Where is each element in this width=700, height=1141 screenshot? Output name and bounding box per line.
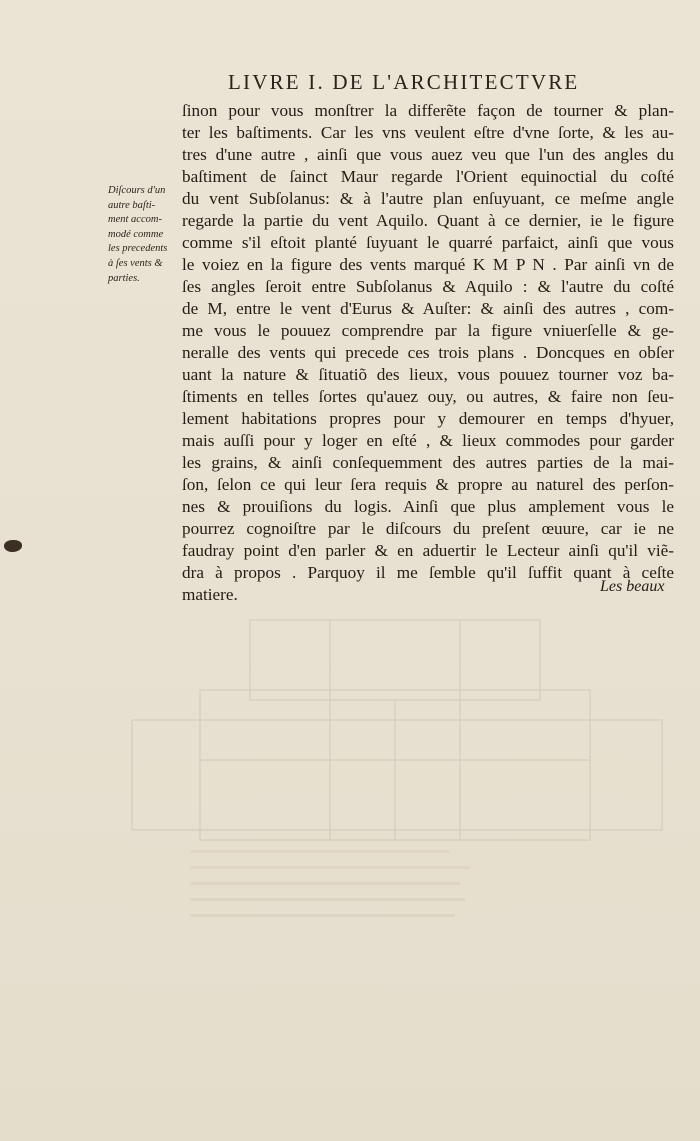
text-line: ſes angles ſeroit entre Subſolanus & Aquilo : & l'autre du coſté: [182, 277, 674, 296]
ink-blot: [4, 540, 22, 552]
text-line: uant la nature & ſituatiõ des lieux, vous pouuez tourner voz ba-: [182, 365, 674, 384]
margin-note-line: à ſes vents &: [108, 257, 163, 269]
text-line: baſtiment de ſainct Maur regarde l'Orient equinoctial du coſté: [182, 167, 674, 186]
margin-note-line: autre baſti-: [108, 199, 156, 211]
text-line: les grains, & ainſi conſequemment des autres parties de la mai-: [182, 453, 674, 472]
text-line: ſinon pour vous monſtrer la differẽte façon de tourner & plan-: [182, 101, 674, 120]
text-line: matiere.: [182, 585, 238, 604]
text-line: mais auſſi pour y loger en eſté , & lieux commodes pour garder: [182, 431, 674, 450]
margin-note-line: Diſcours d'un: [108, 185, 166, 196]
text-line: tres d'une autre , ainſi que vous auez veu que l'un des angles du: [182, 145, 674, 164]
catchword: Les beaux: [600, 578, 665, 595]
text-line: faudray point d'en parler & en aduertir le Lecteur ainſi qu'il viẽ-: [182, 541, 674, 560]
margin-note-line: modé comme: [108, 228, 164, 240]
text-line: de M, entre le vent d'Eurus & Auſter: & ainſi des autres , com-: [182, 299, 674, 318]
text-line: neralle des vents qui precede ces trois plans . Doncques en obſer: [182, 343, 674, 362]
text-line: lement habitations propres pour y demourer en temps d'hyuer,: [182, 409, 674, 428]
margin-note-line: parties.: [108, 272, 140, 284]
text-line: me vous le pouuez comprendre par la figure vniuerſelle & ge-: [182, 321, 674, 340]
text-line: ter les baſtiments. Car les vns veulent eſtre d'vne ſorte, & les au-: [182, 123, 674, 142]
text-line: dra à propos . Parquoy il me ſemble qu'il ſuffit quant à ceſte: [182, 563, 674, 582]
show-through-plan: [130, 600, 670, 1050]
body-text: [182, 100, 674, 606]
text-line: nes & prouiſions du logis. Ainſi que plus amplement vous le: [182, 497, 674, 516]
text-line: regarde la partie du vent Aquilo. Quant à ce dernier, ie le figure: [182, 211, 674, 230]
text-line: ſon, ſelon ce qui leur ſera requis & propre au naturel des perſon-: [182, 475, 674, 494]
margin-note-line: les precedents: [108, 243, 168, 255]
text-line: comme s'il eſtoit planté ſuyuant le quarré parfaict, ainſi que vous: [182, 233, 674, 252]
text-line: ſtiments en telles ſortes qu'auez ouy, ou autres, & faire non ſeu-: [182, 387, 674, 406]
text-line: pourrez cognoiſtre par le diſcours du preſent œuure, car ie ne: [182, 519, 674, 538]
margin-note-line: ment accom-: [108, 214, 162, 226]
text-line: du vent Subſolanus: & à l'autre plan enſuyuant, ce meſme angle: [182, 189, 674, 208]
running-head: LIVRE I. DE L'ARCHITECTVRE: [228, 70, 580, 94]
margin-note: [108, 184, 182, 286]
text-line: le voiez en la figure des vents marqué K M P N . Par ainſi vn de: [182, 255, 674, 274]
